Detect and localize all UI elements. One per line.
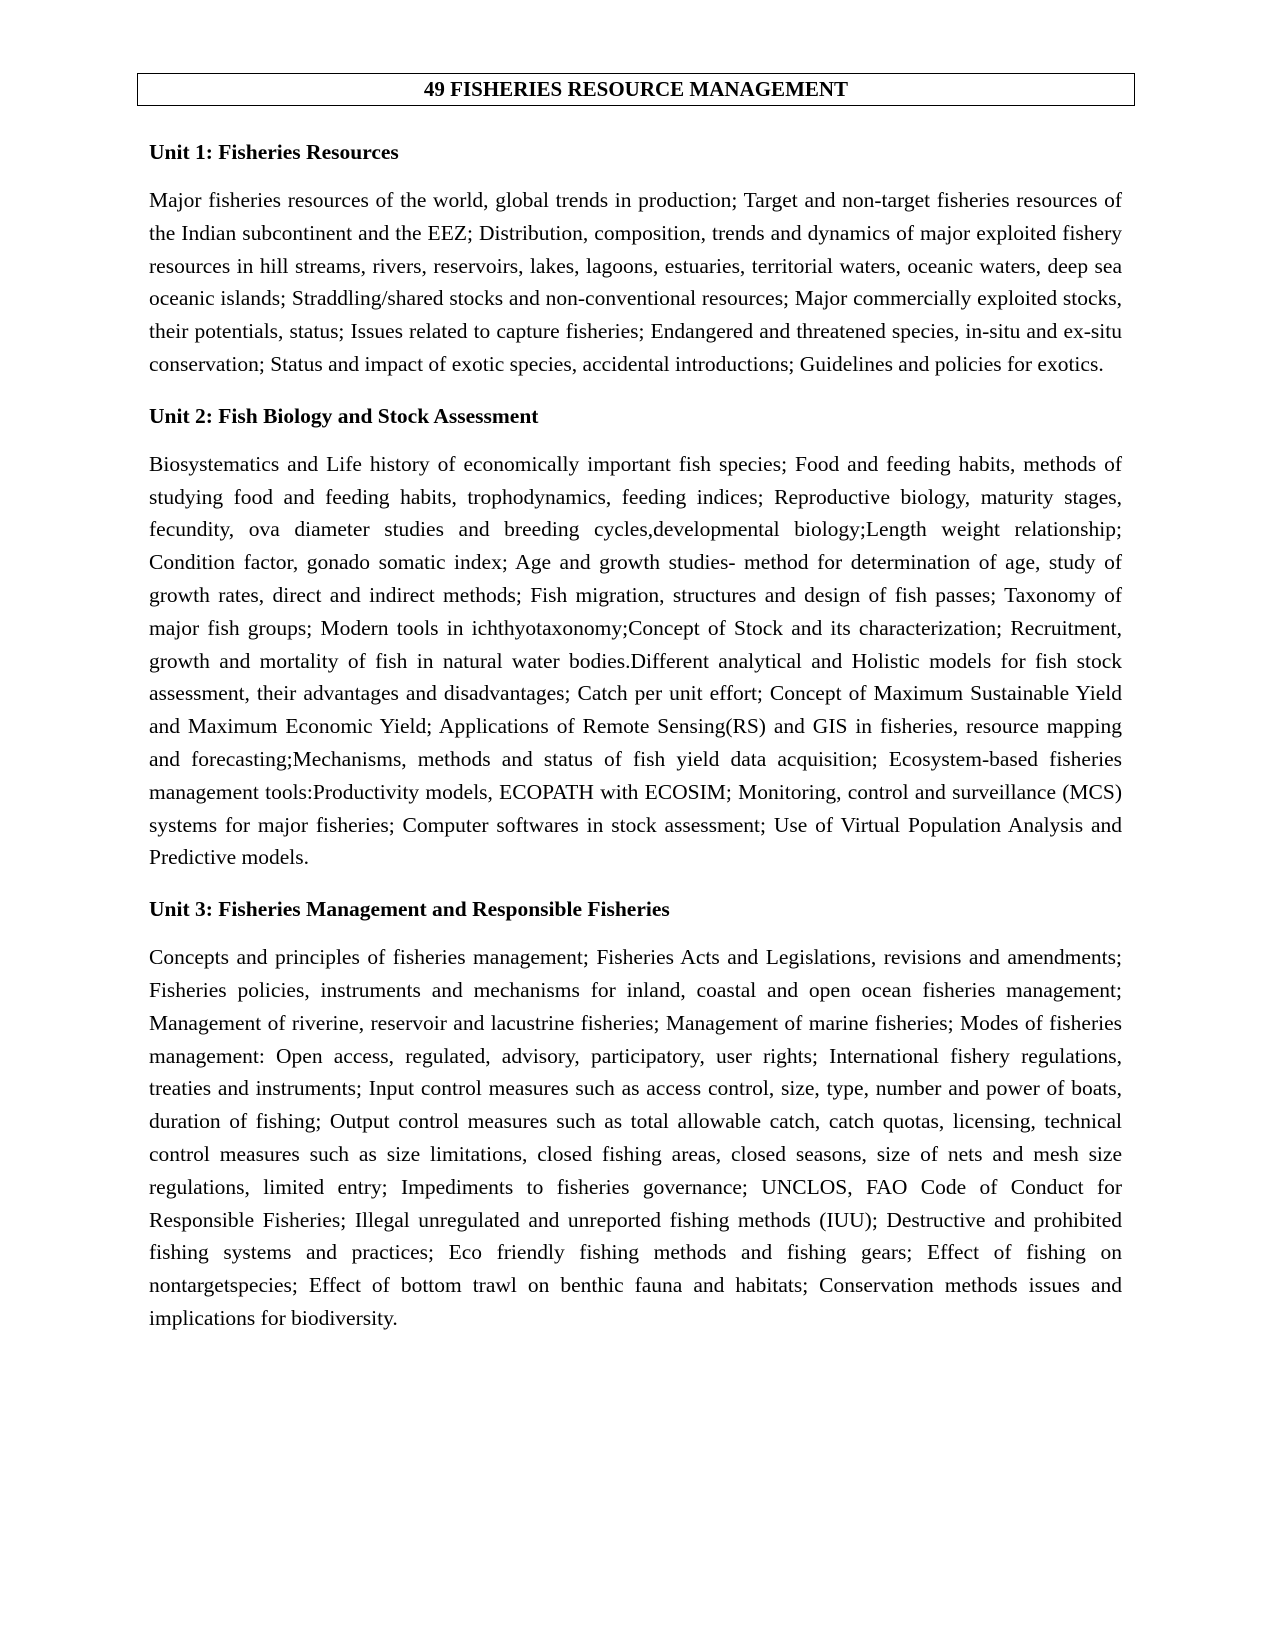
document-title: 49 FISHERIES RESOURCE MANAGEMENT [137,73,1135,106]
unit-body: Concepts and principles of fisheries management; Fisheries Acts and Legislations, revisions and amendments; Fisheries policies, instruments and mechanisms for inland, coastal and open ocean fisheries management; Management of riverine, reservoir and lacustrine fisheries; Management of marine fisheries; Modes of fisheries management: Open access, regulated, advisory, participatory, user rights; International fishery regulations, treaties and instruments; Input control measures such as access control, size, type, number and power of boats, duration of fishing; Output control measures such as total allowable catch, catch quotas, licensing, technical control measures such as size limitations, closed fishing areas, closed seasons, size of nets and mesh size regulations, limited entry; Impediments to fisheries governance; UNCLOS, FAO Code of Conduct for Responsible Fisheries; Illegal unregulated and unreported fishing methods (IUU); Destructive and prohibited fishing systems and practices; Eco friendly fishing methods and fishing gears; Effect of fishing on nontargetspecies; Effect of bottom trawl on benthic fauna and habitats; Conservation methods issues and implications for biodiversity. [149,945,1122,1330]
unit-heading: Unit 2: Fish Biology and Stock Assessment [149,403,539,428]
unit-heading: Unit 1: Fisheries Resources [149,140,399,164]
unit-body: Biosystematics and Life history of economically important fish species; Food and feeding habits, methods of studying food and feeding habits, trophodynamics, feeding indices; Reproductive biology, maturity stages, fecundity, ova diameter studies and breeding cycles,developmental biology;Length weight relationship; Condition factor, gonado somatic index; Age and growth studies- method for determination of age, study of growth rates, direct and indirect methods; Fish migration, structures and design of fish passes; Taxonomy of major fish groups; Modern tools in ichthyotaxonomy;Concept of Stock and its characterization; Recruitment, growth and mortality of fish in natural water bodies.Different analytical and Holistic models for fish stock assessment, their advantages and disadvantages; Catch per unit effort; Concept of Maximum Sustainable Yield and Maximum Economic Yield; Applications of Remote Sensing(RS) and GIS in fisheries, resource mapping and forecasting;Mechanisms, methods and status of fish yield data acquisition; Ecosystem-based fisheries management tools:Productivity models, ECOPATH with ECOSIM; Monitoring, control and surveillance (MCS) systems for major fisheries; Computer softwares in stock assessment; Use of Virtual Population Analysis and Predictive models. [149,451,1122,870]
unit-heading: Unit 3: Fisheries Management and Responsible Fisheries [149,897,670,922]
unit-section-1 [149,136,1122,381]
unit-section-2 [149,400,1122,874]
unit-body: Major fisheries resources of the world, global trends in production; Target and non-target fisheries resources of the Indian subcontinent and the EEZ; Distribution, composition, trends and dynamics of major exploited fishery resources in hill streams, rivers, reservoirs, lakes, lagoons, estuaries, territorial waters, oceanic waters, deep sea oceanic islands; Straddling/shared stocks and non-conventional resources; Major commercially exploited stocks, their potentials, status; Issues related to capture fisheries; Endangered and threatened species, in-situ and ex-situ conservation; Status and impact of exotic species, accidental introductions; Guidelines and policies for exotics. [149,188,1122,376]
unit-section-3 [149,893,1122,1335]
document-content [149,136,1122,1354]
